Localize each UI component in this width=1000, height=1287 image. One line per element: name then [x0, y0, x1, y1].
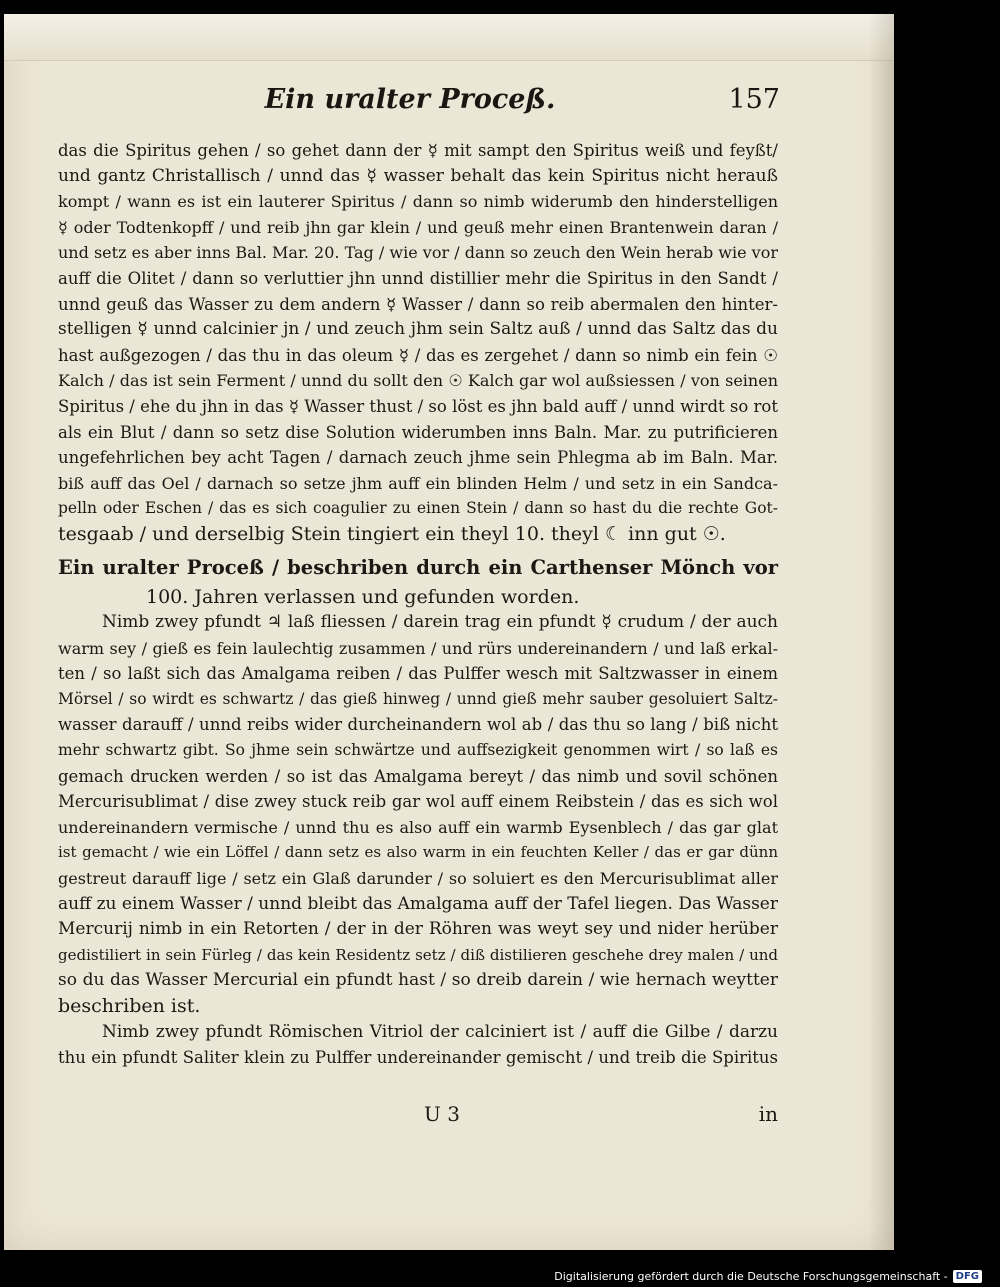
text-line: auff die Olitet / dann so verluttier jhn unnd distillier mehr die Spiritus in den Sandt / [58, 268, 778, 288]
page-footer [58, 1102, 778, 1128]
section-heading-subline: 100. Jahren verlassen und gefunden worden. [146, 585, 580, 608]
text-line: Mercurij nimb in ein Retorten / der in der Röhren was weyt sey und nider herüber [58, 919, 778, 940]
text-line: ten / so laßt sich das Amalgama reiben / das Pulffer wesch mit Saltzwasser in einem [58, 664, 778, 684]
text-line: Kalch / das ist sein Ferment / unnd du sollt den ☉ Kalch gar wol außsiessen / von seinen [58, 371, 778, 391]
book-page [4, 14, 894, 1250]
text-line: Nimb zwey pfundt Römischen Vitriol der calciniert ist / auff die Gilbe / darzu [102, 1021, 778, 1042]
text-line: pelln oder Eschen / das es sich coagulier zu einen Stein / dann so hast du die rechte Got- [58, 499, 778, 518]
text-line: ungefehrlichen bey acht Tagen / darnach zeuch jhme sein Phlegma ab im Baln. Mar. [58, 448, 778, 468]
text-line: als ein Blut / dann so setz dise Solution widerumben inns Baln. Mar. zu putrificieren [58, 422, 778, 442]
text-line: Mörsel / so wirdt es schwartz / das gieß hinweg / unnd gieß mehr sauber gesoluiert Saltz- [58, 689, 778, 708]
paragraph-vitriol [58, 1020, 778, 1071]
running-head [40, 84, 780, 124]
text-line: gedistiliert in sein Fürleg / das kein Residentz setz / diß distilieren geschehe drey malen / und [58, 945, 778, 964]
credit-text: Digitalisierung gefördert durch die Deutsche Forschungsgemeinschaft - [554, 1270, 948, 1283]
text-line: so du das Wasser Mercurial ein pfundt hast / so dreib darein / wie hernach weytter [58, 970, 778, 991]
text-line: undereinandern vermische / unnd thu es also auff ein warmb Eysenblech / das gar glat [58, 817, 778, 837]
text-line: beschriben ist. [58, 995, 201, 1017]
page-fold-shadow [4, 14, 894, 61]
catchword: in [758, 1102, 778, 1126]
text-line: kompt / wann es ist ein lauterer Spiritus / dann so nimb widerumb den hinderstelligen [58, 192, 778, 212]
text-line: ☿ oder Todtenkopff / und reib jhn gar klein / und geuß mehr einen Brantenwein daran / [58, 217, 778, 237]
text-line: Nimb zwey pfundt ♃ laß fliessen / darein trag ein pfundt ☿ crudum / der auch [102, 612, 778, 633]
running-title: Ein uralter Proceß. [264, 84, 556, 115]
text-line: wasser darauff / unnd reibs wider durcheinandern wol ab / das thu so lang / biß nicht [58, 715, 778, 735]
text-line: ist gemacht / wie ein Löffel / dann setz es also warm in ein feuchten Keller / das er gar dünn [58, 843, 778, 862]
dfg-logo: DFG [953, 1270, 982, 1283]
text-line: hast außgezogen / das thu in das oleum ☿ / das es zergehet / dann so nimb ein fein ☉ [58, 345, 778, 365]
text-line: biß auff das Oel / darnach so setze jhm auff ein blinden Helm / und setz in ein Sandca- [58, 473, 778, 493]
page-spine-shadow [868, 14, 894, 1250]
text-line: gestreut darauff lige / setz ein Glaß darunder / so soluiert es den Mercurisublimat aller [58, 869, 778, 889]
paragraph-process [58, 610, 778, 1020]
text-line: warm sey / gieß es fein laulechtig zusammen / und rürs undereinandern / und laß erkal- [58, 638, 778, 658]
text-line: unnd geuß das Wasser zu dem andern ☿ Wasser / dann so reib abermalen den hinter- [58, 294, 778, 314]
text-line: und gantz Christallisch / unnd das ☿ wasser behalt das kein Spiritus nicht herauß [58, 165, 778, 186]
text-line: thu ein pfundt Saliter klein zu Pulffer undereinander gemischt / und treib die Spiritus [58, 1048, 778, 1068]
text-line: Spiritus / ehe du jhn in das ☿ Wasser thust / so löst es jhn bald auff / unnd wirdt so rot [58, 396, 778, 416]
paragraph-continued [58, 138, 778, 548]
digitization-credit [554, 1270, 982, 1283]
text-line: und setz es aber inns Bal. Mar. 20. Tag / wie vor / dann so zeuch den Wein herab wie vor [58, 243, 778, 263]
page-number: 157 [728, 84, 780, 115]
signature-mark: U 3 [424, 1102, 460, 1126]
text-line: gemach drucken werden / so ist das Amalgama bereyt / das nimb und sovil schönen [58, 766, 778, 786]
body-text [58, 138, 778, 1071]
section-heading: Ein uralter Proceß / beschriben durch ein Carthenser Mönch vor [58, 555, 778, 579]
text-line: mehr schwartz gibt. So jhme sein schwärtze und auffsezigkeit genommen wirt / so laß es [58, 741, 778, 760]
text-line: stelligen ☿ unnd calcinier jn / und zeuch jhm sein Saltz auß / unnd das Saltz das du [58, 319, 778, 340]
text-line: tesgaab / und derselbig Stein tingiert ein theyl 10. theyl ☾ inn gut ☉. [58, 522, 726, 545]
text-line: auff zu einem Wasser / unnd bleibt das Amalgama auff der Tafel liegen. Das Wasser [58, 893, 778, 914]
text-line: das die Spiritus gehen / so gehet dann der ☿ mit sampt den Spiritus weiß und feyßt/ [58, 141, 778, 160]
text-line: Mercurisublimat / dise zwey stuck reib gar wol auff einem Reibstein / das es sich wol [58, 792, 778, 812]
